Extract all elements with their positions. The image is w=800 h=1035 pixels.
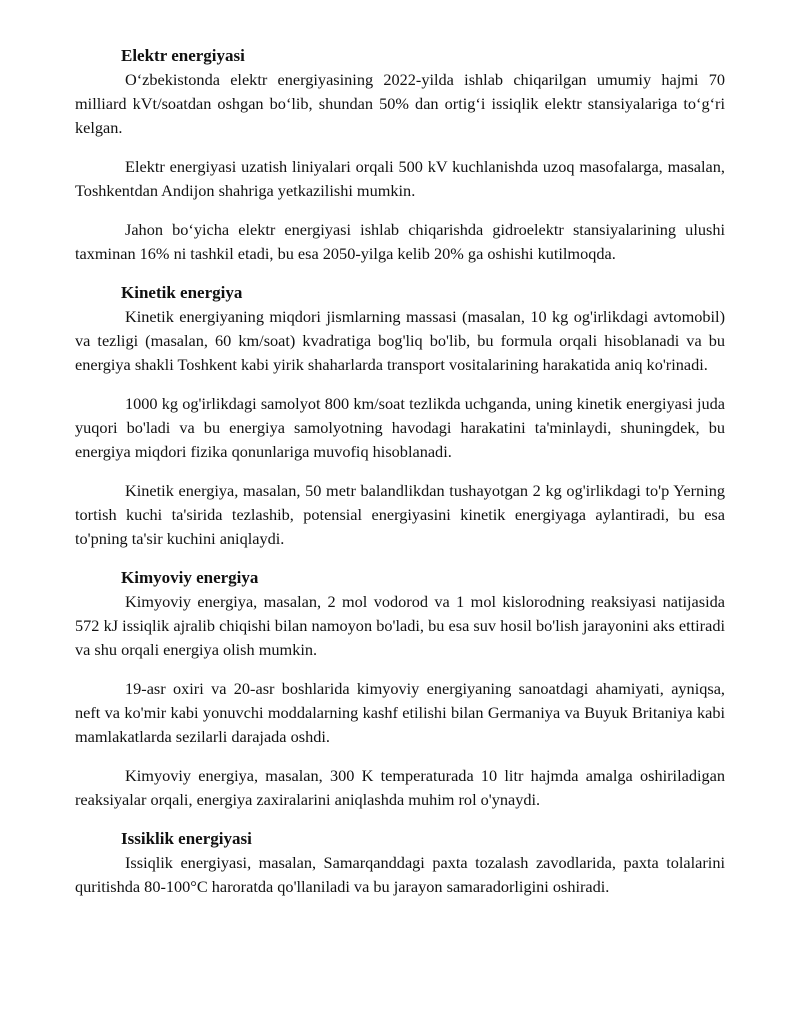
paragraph: Kimyoviy energiya, masalan, 300 K temperaturada 10 litr hajmda amalga oshiriladigan reaksiyalar orqali, energiya zaxiralarini aniqlashda muhim rol o'ynaydi.: [75, 766, 725, 809]
section-kimyoviy-energiya: [75, 566, 725, 812]
paragraph: Issiqlik energiyasi, masalan, Samarqanddagi paxta tozalash zavodlarida, paxta tolalarini quritishda 80-100°C haroratda qo'llaniladi va bu jarayon samaradorligini oshiradi.: [75, 853, 725, 896]
section-issiklik-energiyasi: [75, 827, 725, 899]
paragraph: Elektr energiyasi uzatish liniyalari orqali 500 kV kuchlanishda uzoq masofalarga, masalan, Toshkentdan Andijon shahriga yetkazilishi mumkin.: [75, 157, 725, 200]
paragraph: 19-asr oxiri va 20-asr boshlarida kimyoviy energiyaning sanoatdagi ahamiyati, ayniqsa, neft va ko'mir kabi yonuvchi moddalarning kashf etilishi bilan Germaniya va Buyuk Britaniya kabi mamlakatlarda sezilarli darajada oshdi.: [75, 679, 725, 746]
section-kinetik-energiya: [75, 281, 725, 551]
paragraph: O‘zbekistonda elektr energiyasining 2022-yilda ishlab chiqarilgan umumiy hajmi 70 milliard kVt/soatdan oshgan bo‘lib, shundan 50% dan ortig‘i issiqlik elektr stansiyalariga to‘g‘ri kelgan.: [75, 70, 725, 137]
section-elektr-energiyasi: [75, 44, 725, 266]
section-heading: Elektr energiyasi: [121, 46, 245, 65]
paragraph: Kinetik energiya, masalan, 50 metr balandlikdan tushayotgan 2 kg og'irlikdagi to'p Yerning tortish kuchi ta'sirida tezlashib, potensial energiyasini kinetik energiyaga aylantiradi, bu esa to'pning ta'sir kuchini aniqlaydi.: [75, 481, 725, 548]
paragraph: Kimyoviy energiya, masalan, 2 mol vodorod va 1 mol kislorodning reaksiyasi natijasida 572 kJ issiqlik ajralib chiqishi bilan namoyon bo'ladi, bu esa suv hosil bo'lish jarayonini aks ettiradi va shu orqali energiya olish mumkin.: [75, 592, 725, 659]
section-heading: Issiklik energiyasi: [121, 829, 252, 848]
section-heading: Kimyoviy energiya: [121, 568, 259, 587]
paragraph: 1000 kg og'irlikdagi samolyot 800 km/soat tezlikda uchganda, uning kinetik energiyasi juda yuqori bo'ladi va bu energiya samolyotning havodagi harakatini ta'minlaydi, shuningdek, bu energiya miqdori fizika qonunlariga muvofiq hisoblanadi.: [75, 394, 725, 461]
paragraph: Jahon bo‘yicha elektr energiyasi ishlab chiqarishda gidroelektr stansiyalarining ulushi taxminan 16% ni tashkil etadi, bu esa 2050-yilga kelib 20% ga oshishi kutilmoqda.: [75, 220, 725, 263]
section-heading: Kinetik energiya: [121, 283, 243, 302]
paragraph: Kinetik energiyaning miqdori jismlarning massasi (masalan, 10 kg og'irlikdagi avtomobil) va tezligi (masalan, 60 km/soat) kvadratiga bog'liq bo'lib, bu formula orqali hisoblanadi va bu energiya shakli Toshkent kabi yirik shaharlarda transport vositalarining harakatida aniq ko'rinadi.: [75, 307, 725, 374]
